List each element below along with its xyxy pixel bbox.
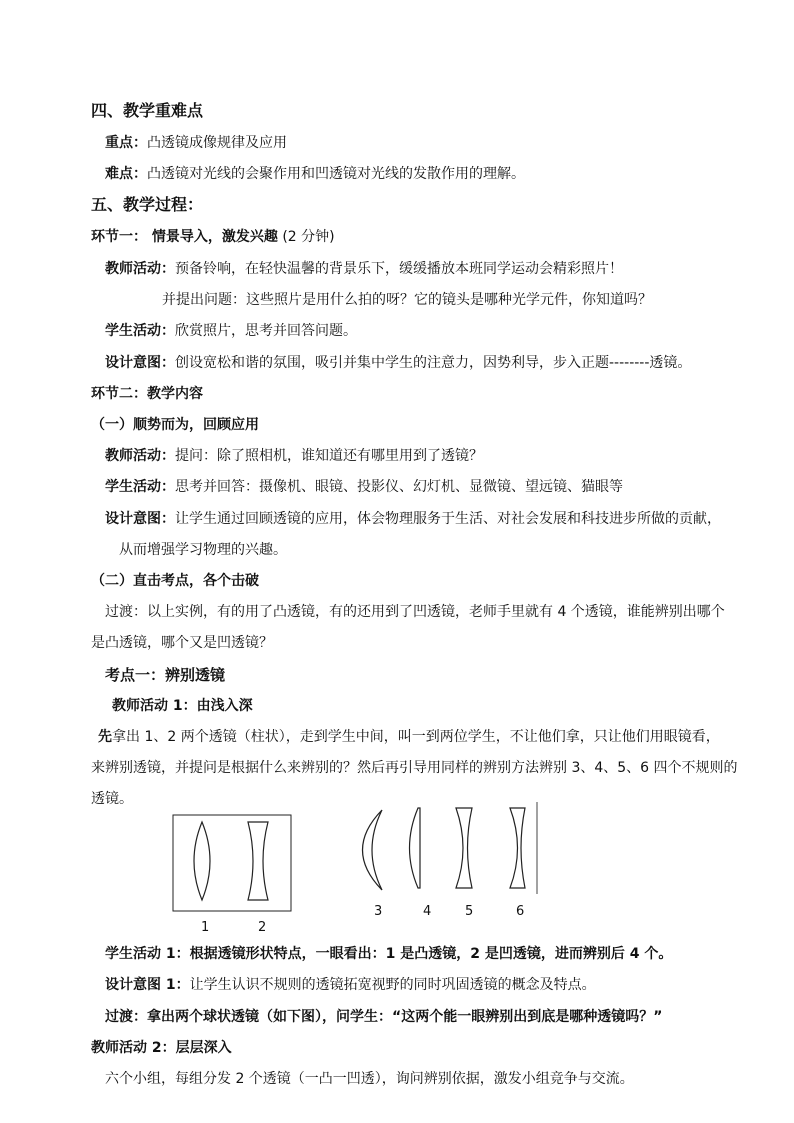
student-activity-a1: 学生活动 1：根据透镜形状特点，一眼看出：1 是凸透镜，2 是凹透镜，进而辨别后 4 个。 bbox=[105, 946, 673, 962]
step-2-heading: 环节二：教学内容 bbox=[91, 386, 203, 402]
section-4-title: 四、教学重难点 bbox=[91, 101, 204, 120]
lens-label-5: 5 bbox=[465, 904, 474, 919]
lens-paragraph-lead: 先 bbox=[98, 729, 112, 745]
teacher-activity-a1-title: 教师活动 1：由浅入深 bbox=[112, 698, 253, 714]
lens-3-icon bbox=[363, 810, 383, 890]
step-1-time: (2 分钟) bbox=[277, 229, 335, 245]
lens-paragraph-text: 拿出 1、2 两个透镜（柱状），走到学生中间，叫一到两位学生，不让他们拿，只让他们用眼镜看， bbox=[112, 729, 720, 745]
student-activity-2-text: 思考并回答：摄像机、眼镜、投影仪、幻灯机、显微镜、望远镜、猫眼等 bbox=[175, 479, 623, 495]
key-point-1-title: 考点一：辨别透镜 bbox=[105, 666, 226, 684]
lens-6-icon bbox=[510, 808, 525, 888]
key-point bbox=[105, 133, 287, 153]
lens-paragraph-line-3: 透镜。 bbox=[91, 791, 133, 807]
design-intent-1-label: 设计意图： bbox=[105, 355, 175, 371]
group-activity-text: 六个小组，每组分发 2 个透镜（一凸一凹透），询问辨别依据，激发小组竞争与交流。 bbox=[105, 1071, 634, 1087]
teacher-activity-2-label: 教师活动： bbox=[105, 448, 175, 464]
lens-label-6: 6 bbox=[516, 904, 525, 919]
key-point-label: 重点： bbox=[105, 135, 147, 151]
convex-lens-1-icon bbox=[194, 822, 210, 900]
teacher-activity-1-text: 预备铃响，在轻快温馨的背景乐下，缓缓播放本班同学运动会精彩照片！ bbox=[175, 261, 623, 277]
part-2-title: （二）直击考点，各个击破 bbox=[91, 573, 259, 589]
teacher-activity-1 bbox=[105, 259, 623, 279]
design-intent-1-text: 创设宽松和谐的氛围，吸引并集中学生的注意力，因势利导，步入正题--------透镜。 bbox=[175, 355, 692, 371]
student-activity-1 bbox=[105, 321, 357, 341]
difficult-point-text: 凸透镜对光线的会聚作用和凹透镜对光线的发散作用的理解。 bbox=[147, 166, 525, 182]
teacher-question: 并提出问题：这些照片是用什么拍的呀？它的镜头是哪种光学元件，你知道吗？ bbox=[162, 292, 652, 308]
teacher-activity-2-text: 提问：除了照相机，谁知道还有哪里用到了透镜？ bbox=[175, 448, 483, 464]
student-activity-2 bbox=[105, 477, 623, 497]
design-intent-a1-label: 设计意图 1： bbox=[105, 977, 190, 993]
design-intent-1 bbox=[105, 353, 691, 373]
lens-frame-box bbox=[173, 815, 291, 911]
transition-1-cont: 是凸透镜，哪个又是凹透镜？ bbox=[91, 635, 273, 651]
difficult-point bbox=[105, 164, 525, 184]
lens-5-icon bbox=[456, 808, 472, 888]
concave-lens-2-icon bbox=[248, 822, 268, 900]
step-1-label: 环节一： 情景导入，激发兴趣 bbox=[91, 229, 278, 245]
design-intent-a1 bbox=[105, 975, 596, 995]
lens-label-3: 3 bbox=[374, 904, 383, 919]
teacher-activity-a2-title: 教师活动 2：层层深入 bbox=[91, 1040, 232, 1056]
lens-paragraph-line-2: 来辨别透镜，并提问是根据什么来辨别的？然后再引导用同样的辨别方法辨别 3、4、5、6 四个不规则的 bbox=[91, 760, 738, 776]
lens-paragraph-line-1 bbox=[98, 727, 720, 747]
student-activity-1-text: 欣赏照片，思考并回答问题。 bbox=[175, 323, 357, 339]
section-5-title: 五、教学过程： bbox=[91, 195, 204, 214]
part-1-title: （一）顺势而为，回顾应用 bbox=[91, 417, 259, 433]
student-activity-2-label: 学生活动： bbox=[105, 479, 175, 495]
design-intent-2-text: 让学生通过回顾透镜的应用，体会物理服务于生活、对社会发展和科技进步所做的贡献， bbox=[175, 511, 721, 527]
design-intent-a1-text: 让学生认识不规则的透镜拓宽视野的同时巩固透镜的概念及特点。 bbox=[189, 977, 596, 993]
design-intent-2 bbox=[105, 509, 721, 529]
key-point-text: 凸透镜成像规律及应用 bbox=[147, 135, 287, 151]
transition-2: 过渡：拿出两个球状透镜（如下图），问学生：“这两个能一眼辨别出到底是哪种透镜吗？” bbox=[105, 1009, 663, 1025]
lens-figure bbox=[160, 800, 560, 940]
difficult-point-label: 难点： bbox=[105, 166, 147, 182]
lens-label-2: 2 bbox=[258, 920, 267, 935]
design-intent-2-label: 设计意图： bbox=[105, 511, 175, 527]
lens-label-4: 4 bbox=[423, 904, 432, 919]
teacher-activity-1-label: 教师活动： bbox=[105, 261, 175, 277]
lens-label-1: 1 bbox=[201, 920, 210, 935]
lens-4-icon bbox=[410, 808, 421, 888]
student-activity-1-label: 学生活动： bbox=[105, 323, 175, 339]
teacher-activity-2 bbox=[105, 446, 483, 466]
transition-1: 过渡：以上实例，有的用了凸透镜，有的还用到了凹透镜，老师手里就有 4 个透镜，谁能辨别出哪个 bbox=[105, 604, 725, 620]
step-1-heading bbox=[91, 227, 335, 247]
design-intent-2-cont: 从而增强学习物理的兴趣。 bbox=[119, 542, 287, 558]
